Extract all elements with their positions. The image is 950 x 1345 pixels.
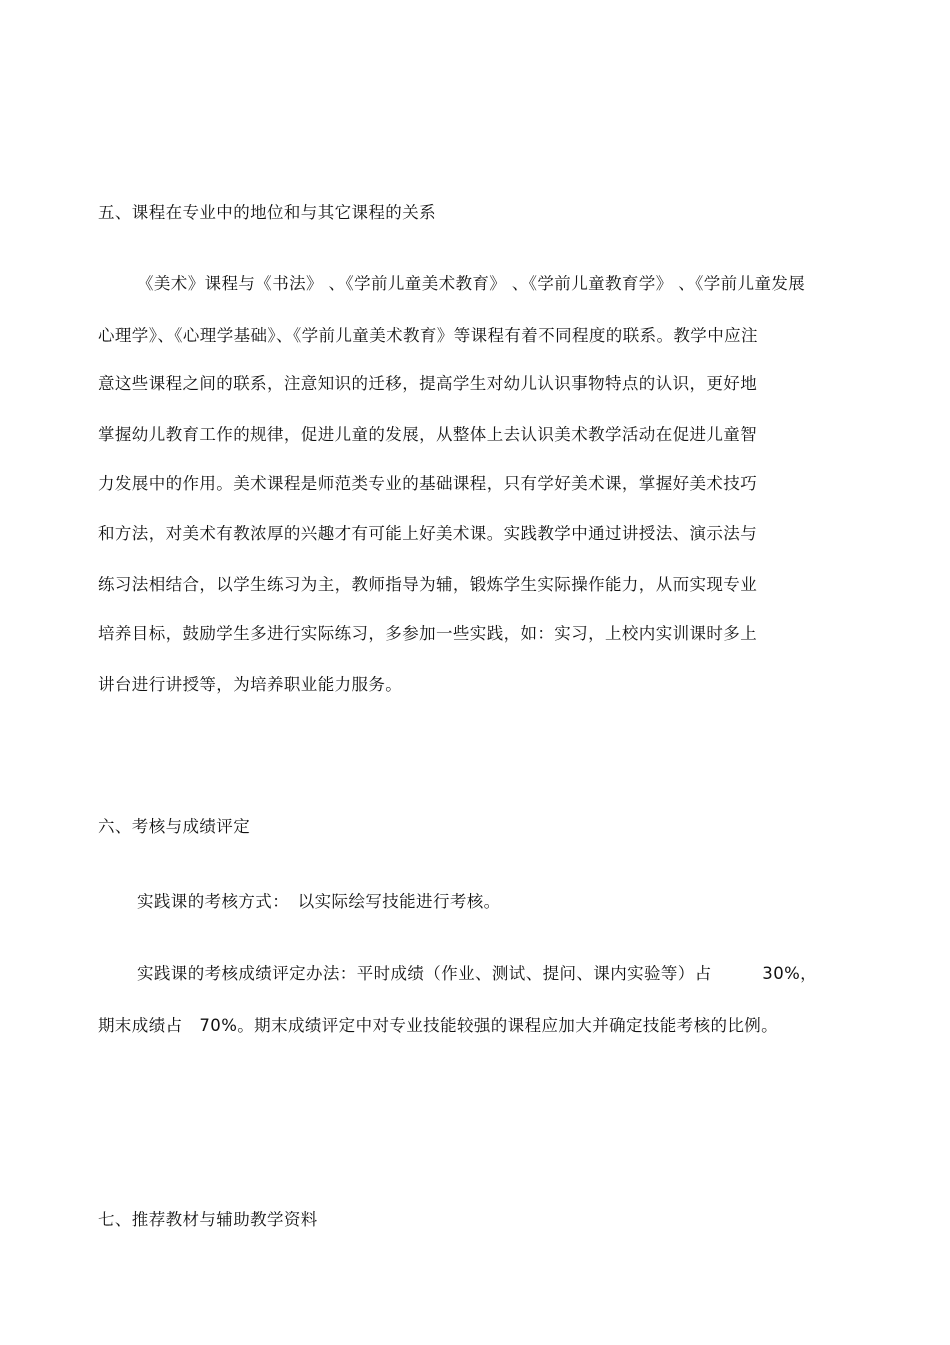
section-5-line-7: 练习法相结合，以学生练习为主，教师指导为辅，锻炼学生实际操作能力，从而实现专业	[98, 575, 758, 594]
section-6-line-3: 期末成绩占 70%。期末成绩评定中对专业技能较强的课程应加大并确定技能考核的比例。	[98, 1016, 779, 1035]
section-5-line-2: 心理学》、《心理学基础》、《学前儿童美术教育》等课程有着不同程度的联系。教学中应注	[98, 326, 758, 345]
section-6-line-2: 实践课的考核成绩评定办法：平时成绩（作业、测试、提问、课内实验等）占 30%，	[137, 964, 818, 983]
section-5-line-9: 讲台进行讲授等，为培养职业能力服务。	[98, 675, 403, 694]
section-6-line-1: 实践课的考核方式： 以实际绘写技能进行考核。	[137, 892, 501, 911]
section-7-heading: 七、推荐教材与辅助教学资料	[98, 1210, 318, 1229]
section-5-line-5: 力发展中的作用。美术课程是师范类专业的基础课程，只有学好美术课，掌握好美术技巧	[98, 474, 758, 493]
section-5-heading: 五、课程在专业中的地位和与其它课程的关系	[98, 203, 436, 222]
section-5-line-4: 掌握幼儿教育工作的规律，促进儿童的发展，从整体上去认识美术教学活动在促进儿童智	[98, 425, 758, 444]
section-5-line-3: 意这些课程之间的联系，注意知识的迁移，提高学生对幼儿认识事物特点的认识，更好地	[98, 374, 758, 393]
section-5-line-1: 《美术》课程与《书法》 、《学前儿童美术教育》 、《学前儿童教育学》 、《学前儿童发展	[137, 274, 806, 293]
section-5-line-8: 培养目标，鼓励学生多进行实际练习，多参加一些实践，如：实习，上校内实训课时多上	[98, 624, 758, 643]
section-6-heading: 六、考核与成绩评定	[98, 817, 251, 836]
section-5-line-6: 和方法，对美术有教浓厚的兴趣才有可能上好美术课。实践教学中通过讲授法、演示法与	[98, 524, 758, 543]
